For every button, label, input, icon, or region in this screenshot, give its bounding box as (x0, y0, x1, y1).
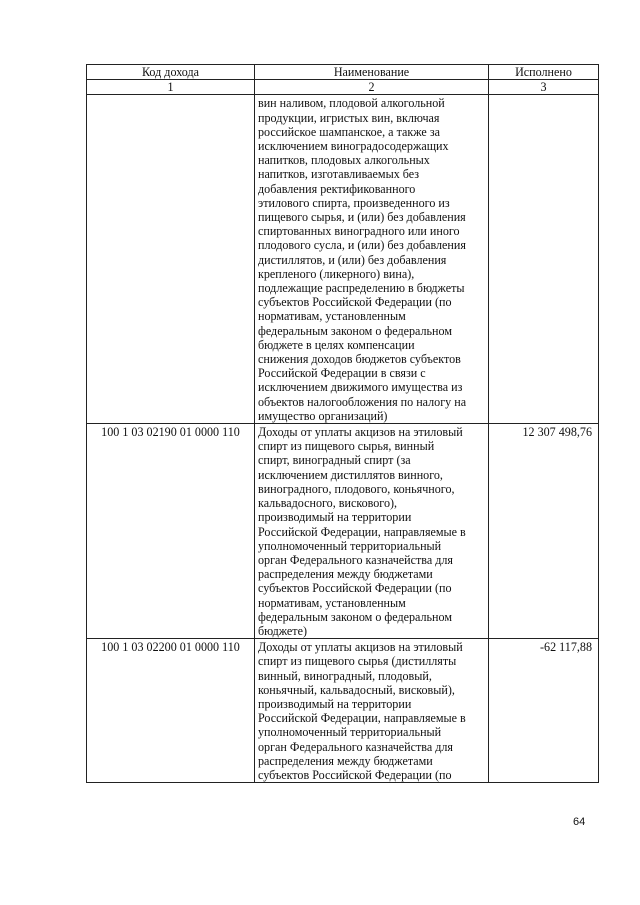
column-header-name: Наименование (255, 65, 489, 80)
revenue-name-line: добавления ректификованного (258, 181, 416, 196)
revenue-name-line: уполномоченный территориальный (258, 538, 442, 553)
revenue-name-line: федеральным законом о федеральном (258, 323, 452, 338)
revenue-name-line: распределения между бюджетами (258, 567, 433, 582)
revenue-name (255, 95, 489, 424)
revenue-name-line: пищевого сырья, и (или) без добавления (258, 210, 466, 225)
revenue-name-line: спирт, виноградный спирт (за (258, 453, 411, 468)
revenue-name-line: распределения между бюджетами (258, 753, 433, 768)
table-body (87, 95, 599, 783)
column-number-2: 2 (255, 80, 489, 95)
revenue-name-line: исключением виноградосодержащих (258, 139, 449, 154)
revenue-name-line: производимый на территории (258, 696, 412, 711)
revenue-name-line: федеральным законом о федеральном (258, 609, 452, 624)
revenue-name-line: орган Федерального казначейства для (258, 552, 453, 567)
column-number-3: 3 (489, 80, 599, 95)
revenue-name-line: коньячный, кальвадосный, висковый), (258, 682, 455, 697)
revenue-name-line: напитков, изготавливаемых без (258, 167, 420, 182)
revenue-name-line: спирт из пищевого сырья (дистилляты (258, 654, 457, 669)
revenue-name-line: вин наливом, плодовой алкогольной (258, 96, 445, 111)
revenue-name-line: уполномоченный территориальный (258, 725, 442, 740)
revenue-name-line: виноградного, плодового, коньячного, (258, 481, 455, 496)
revenue-name-line: подлежащие распределению в бюджеты (258, 281, 465, 296)
page-number: 64 (573, 816, 586, 828)
revenue-name-line: плодового сусла, и (или) без добавления (258, 238, 466, 253)
revenue-name (255, 424, 489, 639)
revenue-name-line: продукции, игристых вин, включая (258, 110, 440, 125)
revenue-name-line: дистиллятов, и (или) без добавления (258, 252, 447, 267)
column-number-1: 1 (87, 80, 255, 95)
revenue-name-line: имущество организаций) (258, 408, 388, 423)
revenue-code (87, 95, 255, 424)
column-header-code: Код дохода (87, 65, 255, 80)
revenue-name-line: снижения доходов бюджетов субъектов (258, 352, 461, 367)
table-row (87, 95, 599, 424)
revenue-name-line: орган Федерального казначейства для (258, 739, 453, 754)
revenue-name-line: нормативам, установленным (258, 309, 406, 324)
table-row (87, 639, 599, 783)
revenue-name-line: объектов налогообложения по налогу на (258, 394, 467, 409)
revenue-name-line: субъектов Российской Федерации (по (258, 295, 452, 310)
revenue-name-line: напитков, плодовых алкогольных (258, 153, 430, 168)
revenue-name-line: Доходы от уплаты акцизов на этиловый (258, 425, 463, 440)
revenue-name-line: Российской Федерации в связи с (258, 366, 426, 381)
revenue-name-line: винный, виноградный, плодовый, (258, 668, 432, 683)
revenue-name-line: спиртованных виноградного или иного (258, 224, 460, 239)
revenue-name-line: спирт из пищевого сырья, винный (258, 439, 435, 454)
revenue-name-line: бюджете в целях компенсации (258, 337, 415, 352)
table-row (87, 424, 599, 639)
revenue-table (86, 64, 599, 783)
executed-amount (489, 95, 599, 424)
revenue-name-line: субъектов Российской Федерации (по (258, 767, 452, 782)
executed-amount: 12 307 498,76 (489, 424, 599, 639)
revenue-name-line: крепленого (ликерного) вина), (258, 266, 415, 281)
revenue-name-line: производимый на территории (258, 510, 412, 525)
revenue-name-line: субъектов Российской Федерации (по (258, 581, 452, 596)
revenue-name-line: исключением движимого имущества из (258, 380, 463, 395)
revenue-name-line: Российской Федерации, направляемые в (258, 524, 466, 539)
revenue-name-line: российское шампанское, а также за (258, 124, 440, 139)
executed-amount: -62 117,88 (489, 639, 599, 783)
table-header-row (87, 65, 599, 80)
revenue-code: 100 1 03 02190 01 0000 110 (87, 424, 255, 639)
revenue-name-line: исключением дистиллятов винного, (258, 467, 443, 482)
table-number-row (87, 80, 599, 95)
revenue-name-line: бюджете) (258, 623, 307, 638)
revenue-name-line: этилового спирта, произведенного из (258, 195, 450, 210)
revenue-name-line: Российской Федерации, направляемые в (258, 711, 466, 726)
revenue-name-line: нормативам, установленным (258, 595, 406, 610)
revenue-name (255, 639, 489, 783)
revenue-name-line: Доходы от уплаты акцизов на этиловый (258, 640, 463, 655)
revenue-name-line: кальвадосного, вискового), (258, 496, 398, 511)
column-header-executed: Исполнено (489, 65, 599, 80)
revenue-code: 100 1 03 02200 01 0000 110 (87, 639, 255, 783)
